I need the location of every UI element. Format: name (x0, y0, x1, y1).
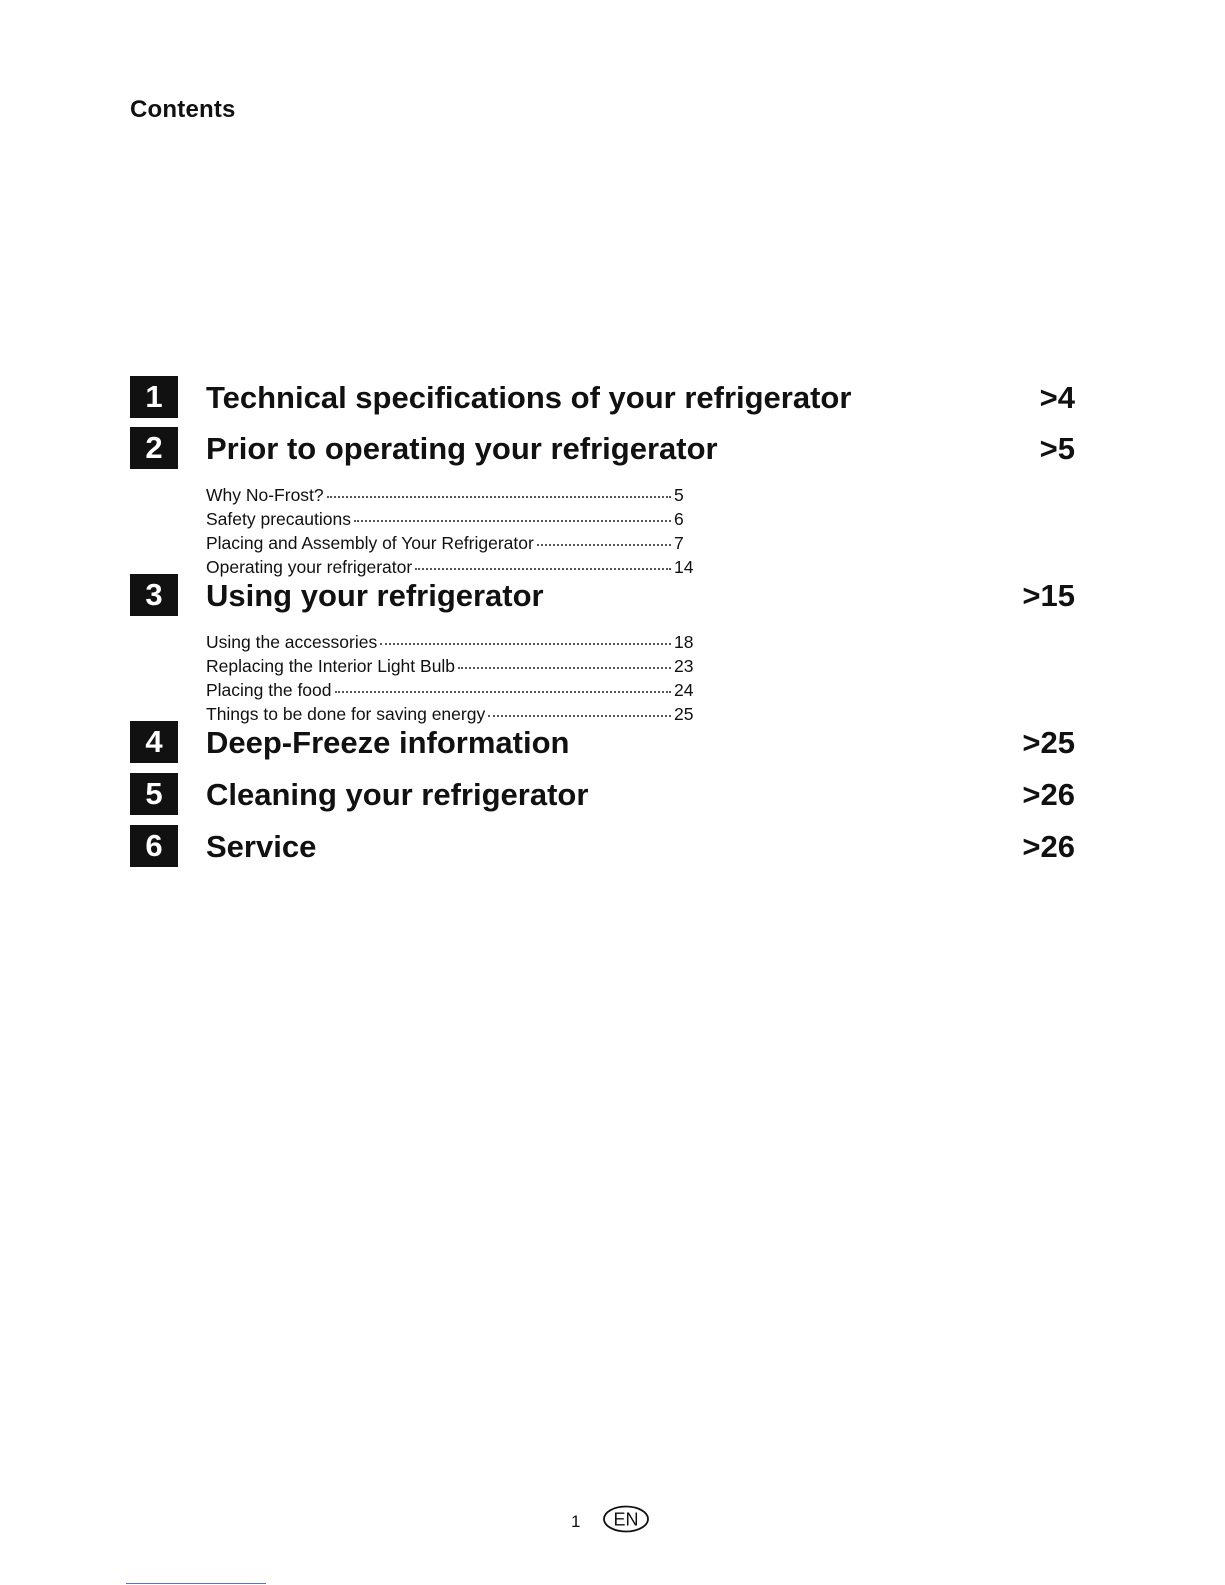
subitem-page: 5 (674, 485, 684, 505)
toc-chapter-2[interactable] (0, 427, 1225, 471)
subitem-page: 7 (674, 533, 684, 553)
chapter-number-badge: 4 (130, 721, 178, 763)
chapter-page-ref[interactable]: >15 (1022, 578, 1075, 613)
dot-leader (335, 671, 671, 693)
subitem-label: Using the accessories (206, 632, 378, 652)
toc-chapter-1[interactable] (0, 376, 1225, 420)
toc-chapter-6[interactable] (0, 825, 1225, 869)
toc-subitem[interactable] (206, 551, 696, 575)
chapter-number-badge: 5 (130, 773, 178, 815)
chapter-page-ref[interactable]: >5 (1039, 431, 1075, 466)
dot-leader (537, 524, 671, 546)
subitem-page: 24 (674, 680, 694, 700)
chapter-title[interactable]: Technical specifications of your refrigerator (206, 380, 852, 415)
toc-chapter-3[interactable] (0, 574, 1225, 618)
dot-leader (354, 500, 671, 522)
subitem-page: 6 (674, 509, 684, 529)
chapter-title[interactable]: Deep-Freeze information (206, 725, 570, 760)
language-badge-icon (601, 1504, 651, 1534)
chapter-page-ref[interactable]: >26 (1022, 777, 1075, 812)
subitem-page: 25 (674, 704, 694, 724)
contents-heading: Contents (130, 96, 236, 123)
chapter-page-ref[interactable]: >25 (1022, 725, 1075, 760)
chapter-2-subitems (206, 479, 696, 575)
subitem-label: Placing and Assembly of Your Refrigerator (206, 533, 534, 553)
dot-leader (488, 695, 671, 717)
subitem-label: Safety precautions (206, 509, 351, 529)
toc-chapter-5[interactable] (0, 773, 1225, 817)
chapter-number-badge: 2 (130, 427, 178, 469)
chapter-number-badge: 6 (130, 825, 178, 867)
language-badge-text: EN (613, 1509, 639, 1530)
chapter-title[interactable]: Service (206, 829, 317, 864)
page-number: 1 (571, 1512, 581, 1531)
chapter-title[interactable]: Using your refrigerator (206, 578, 544, 613)
chapter-number-badge: 3 (130, 574, 178, 616)
subitem-label: Placing the food (206, 680, 332, 700)
chapter-number-badge: 1 (130, 376, 178, 418)
chapter-3-subitems (206, 626, 696, 722)
dot-leader (327, 476, 671, 498)
subitem-label: Why No-Frost? (206, 485, 324, 505)
subitem-label: Replacing the Interior Light Bulb (206, 656, 456, 676)
bottom-rule (126, 1583, 266, 1584)
subitem-page: 14 (674, 557, 694, 577)
chapter-page-ref[interactable]: >4 (1039, 380, 1075, 415)
chapter-page-ref[interactable]: >26 (1022, 829, 1075, 864)
chapter-title[interactable]: Prior to operating your refrigerator (206, 431, 718, 466)
subitem-label: Operating your refrigerator (206, 557, 413, 577)
language-badge-shape (601, 1504, 651, 1534)
dot-leader (458, 647, 671, 669)
toc-subitem[interactable] (206, 698, 696, 722)
dot-leader (380, 623, 671, 645)
subitem-label: Things to be done for saving energy (206, 704, 486, 724)
subitem-page: 18 (674, 632, 694, 652)
dot-leader (415, 548, 671, 570)
toc-chapter-4[interactable] (0, 721, 1225, 765)
subitem-page: 23 (674, 656, 694, 676)
chapter-title[interactable]: Cleaning your refrigerator (206, 777, 589, 812)
